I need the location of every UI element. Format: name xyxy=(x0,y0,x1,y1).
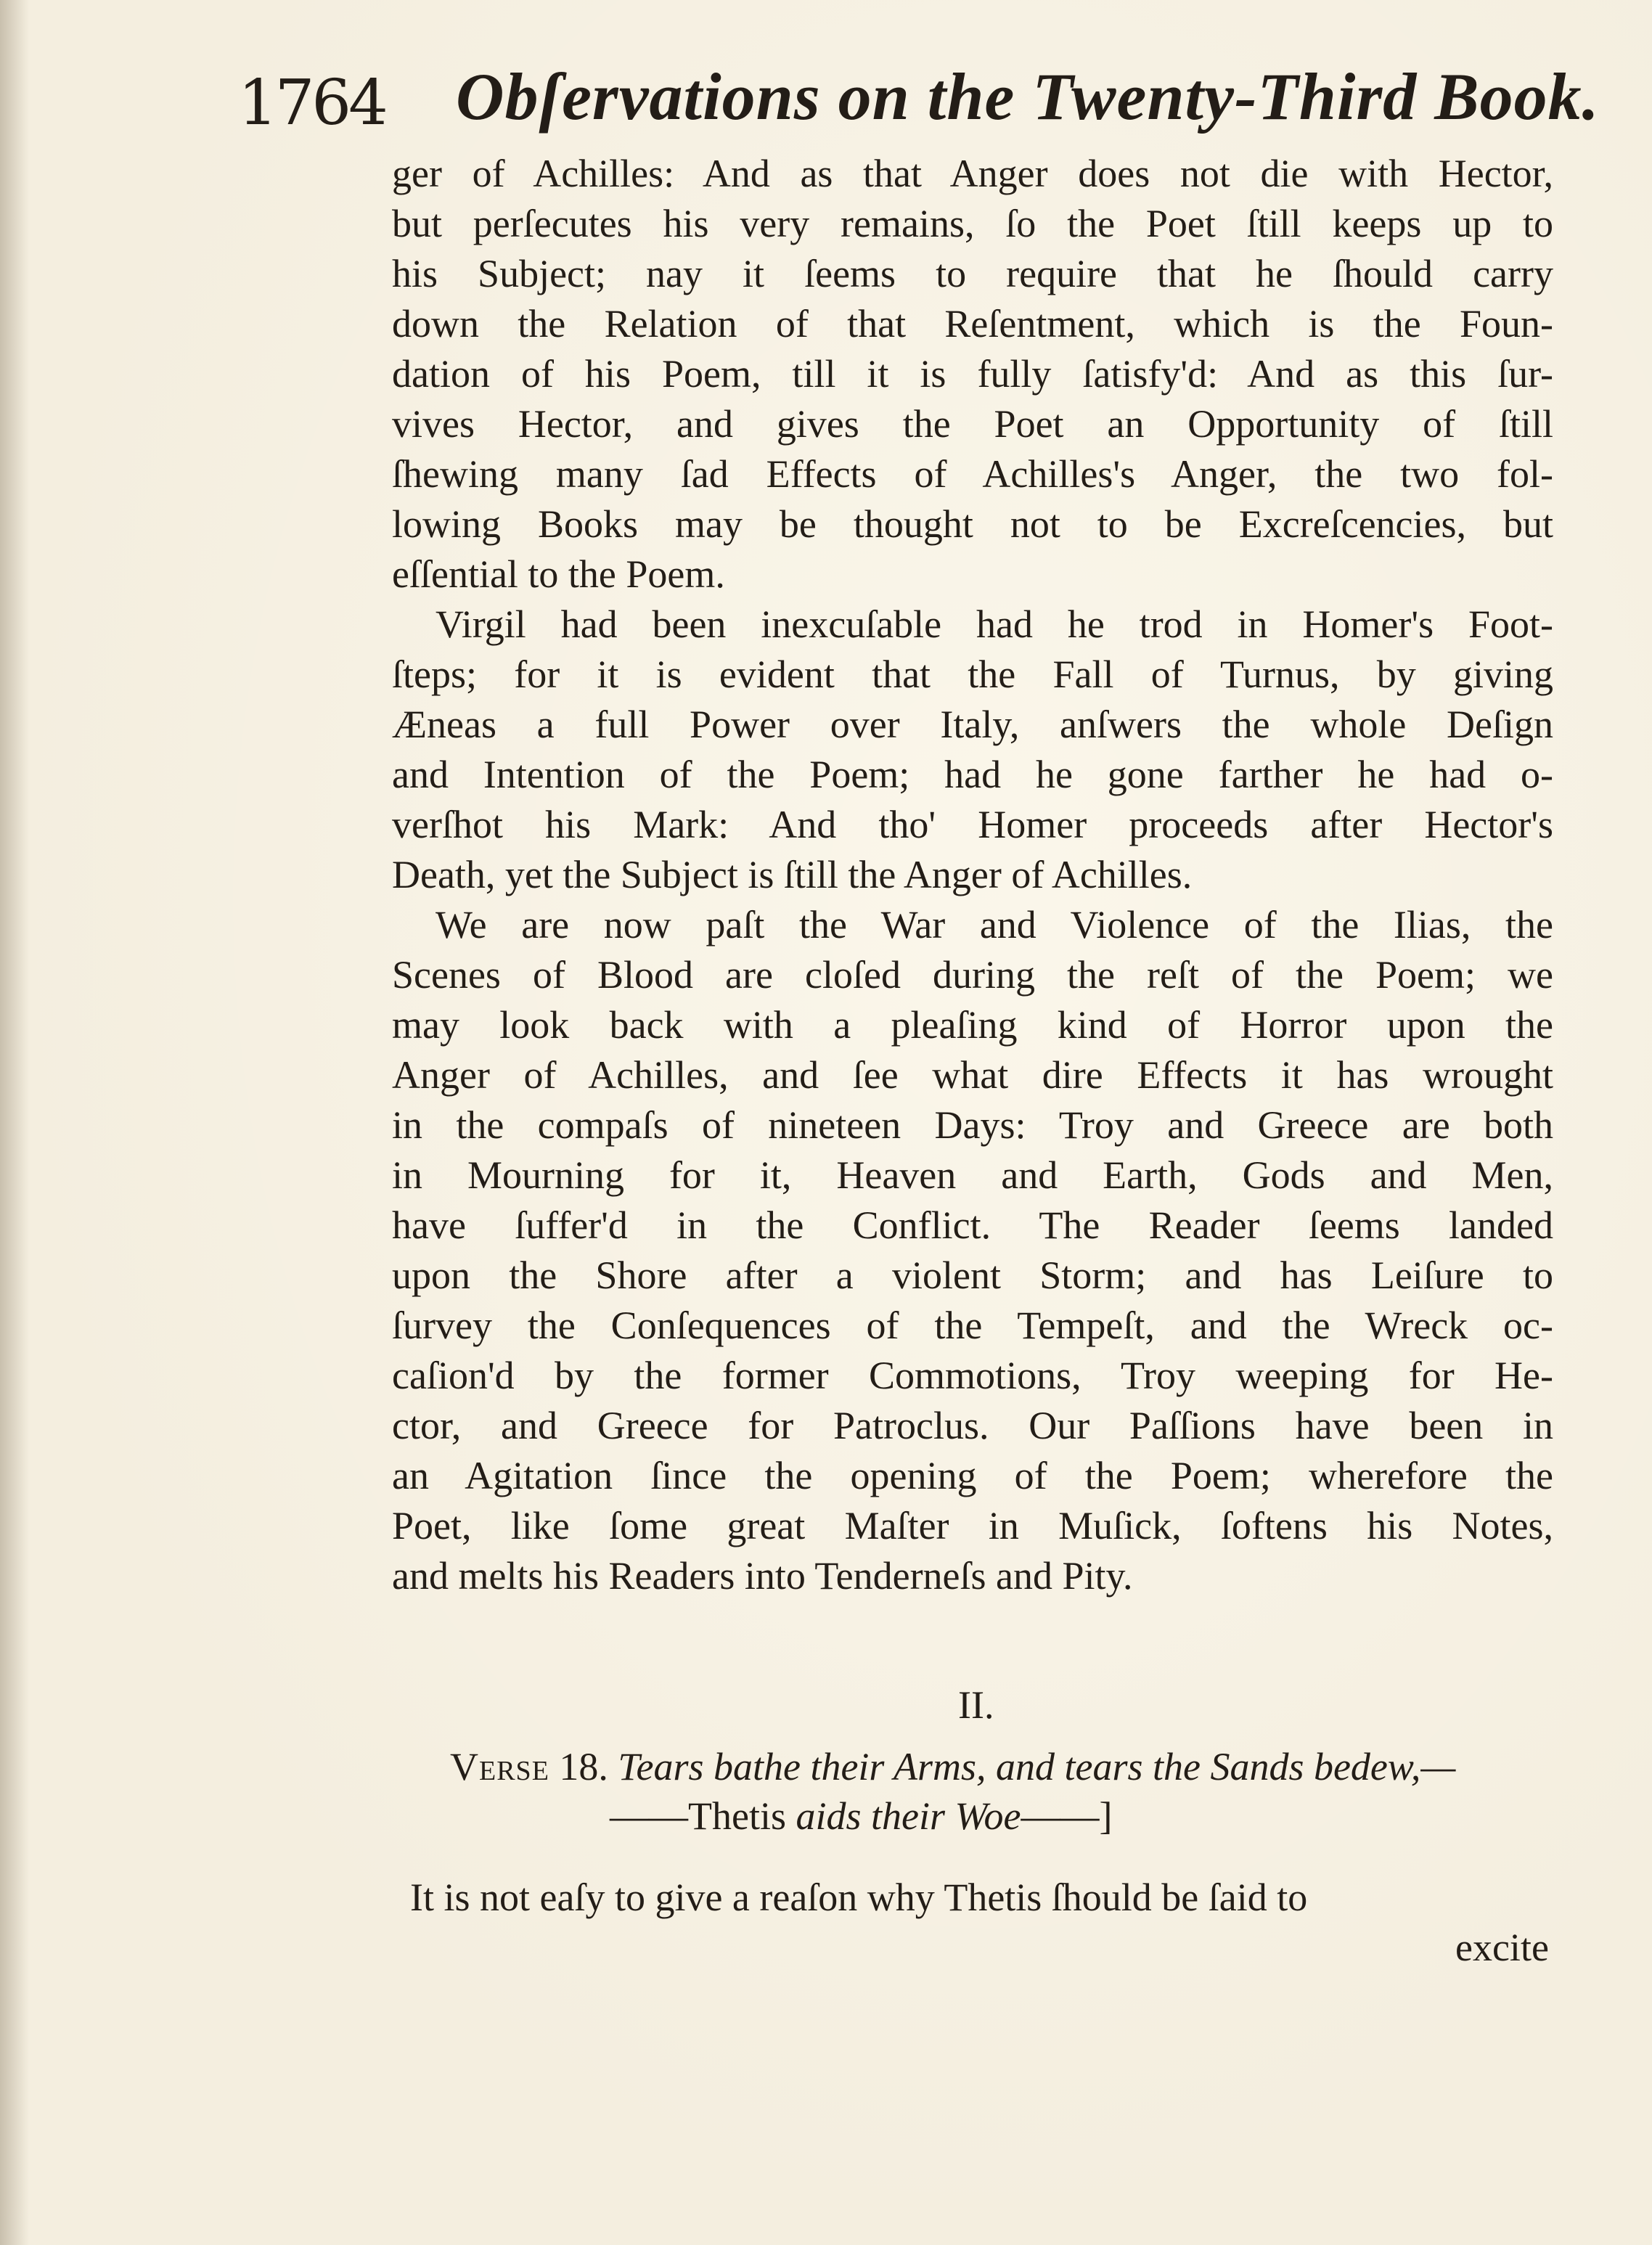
verse-citation xyxy=(450,1742,1561,1841)
text-line: down the Relation of that Reſentment, which is the Foun- xyxy=(392,302,1553,345)
text-line: Æneas a full Power over Italy, anſwers the whole Deſign xyxy=(392,703,1553,746)
verse-line-2 xyxy=(450,1791,1561,1841)
catchword: excite xyxy=(1455,1926,1549,1969)
text-line: and melts his Readers into Tenderneſs and Pity. xyxy=(392,1554,1133,1598)
paragraph-3 xyxy=(392,900,1553,1601)
text-line: Virgil had been inexcuſable had he trod in Homer's Foot- xyxy=(436,602,1553,646)
verse-quote-1: Tears bathe their Arms, and tears the Sands bedew,— xyxy=(618,1745,1456,1788)
text-line: but perſecutes his very remains, ſo the Poet ſtill keeps up to xyxy=(392,202,1553,245)
text-line: Anger of Achilles, and ſee what dire Effects it has wrought xyxy=(392,1053,1553,1097)
text-line: his Subject; nay it ſeems to require that he ſhould carry xyxy=(392,252,1553,295)
gutter-shadow xyxy=(0,0,29,2245)
text-line: ger of Achilles: And as that Anger does not die with Hector, xyxy=(392,152,1553,195)
page-header xyxy=(238,51,1600,160)
text-line: may look back with a pleaſing kind of Horror upon the xyxy=(392,1003,1553,1047)
text-line: eſſential to the Poem. xyxy=(392,552,725,596)
verse-thetis: Thetis xyxy=(688,1794,786,1838)
text-line: verſhot his Mark: And tho' Homer proceeds after Hector's xyxy=(392,803,1553,846)
text-line: in the compaſs of nineteen Days: Troy and Greece are both xyxy=(392,1103,1553,1147)
text-line: Death, yet the Subject is ſtill the Anger of Achilles. xyxy=(392,853,1193,896)
paragraph-1 xyxy=(392,149,1553,600)
final-line: It is not eaſy to give a reaſon why Thetis ſhould be ſaid to xyxy=(410,1876,1308,1919)
text-line: vives Hector, and gives the Poet an Opportunity of ſtill xyxy=(392,402,1553,446)
text-line: We are now paſt the War and Violence of the Ilias, the xyxy=(436,903,1553,946)
page-number: 1764 xyxy=(238,67,385,139)
text-line: and Intention of the Poem; had he gone farther he had o- xyxy=(392,753,1553,796)
text-line: ctor, and Greece for Patroclus. Our Paſſions have been in xyxy=(392,1404,1553,1447)
verse-number: 18. xyxy=(559,1745,608,1788)
text-line: lowing Books may be thought not to be Excreſcencies, but xyxy=(392,502,1553,546)
verse-label: Verse xyxy=(450,1745,549,1788)
text-line: ſteps; for it is evident that the Fall of Turnus, by giving xyxy=(392,653,1553,696)
text-line: Poet, like ſome great Maſter in Muſick, ſoftens his Notes, xyxy=(392,1504,1553,1547)
text-line: Scenes of Blood are cloſed during the reſt of the Poem; we xyxy=(392,953,1553,997)
running-title: Obſervations on the Twenty-Third Book. xyxy=(456,60,1600,134)
text-line: in Mourning for it, Heaven and Earth, Gods and Men, xyxy=(392,1153,1553,1197)
paragraph-2 xyxy=(392,600,1553,900)
text-line: upon the Shore after a violent Storm; and has Leiſure to xyxy=(392,1254,1553,1297)
text-line: an Agitation ſince the opening of the Poem; wherefore the xyxy=(392,1454,1553,1497)
verse-dash-end: ——] xyxy=(1021,1794,1113,1838)
text-line: caſion'd by the former Commotions, Troy weeping for He- xyxy=(392,1354,1553,1397)
verse-dash-start: —— xyxy=(610,1794,688,1838)
text-line: have ſuffer'd in the Conflict. The Reader ſeems landed xyxy=(392,1203,1553,1247)
text-line: ſhewing many ſad Effects of Achilles's Anger, the two fol- xyxy=(392,452,1553,496)
verse-quote-2: aids their Woe xyxy=(796,1794,1021,1838)
section-number: II. xyxy=(958,1683,994,1727)
text-line: ſurvey the Conſequences of the Tempeſt, and the Wreck oc- xyxy=(392,1304,1553,1347)
text-line: dation of his Poem, till it is fully ſatisfy'd: And as this ſur- xyxy=(392,352,1553,396)
verse-line-1 xyxy=(450,1742,1561,1791)
